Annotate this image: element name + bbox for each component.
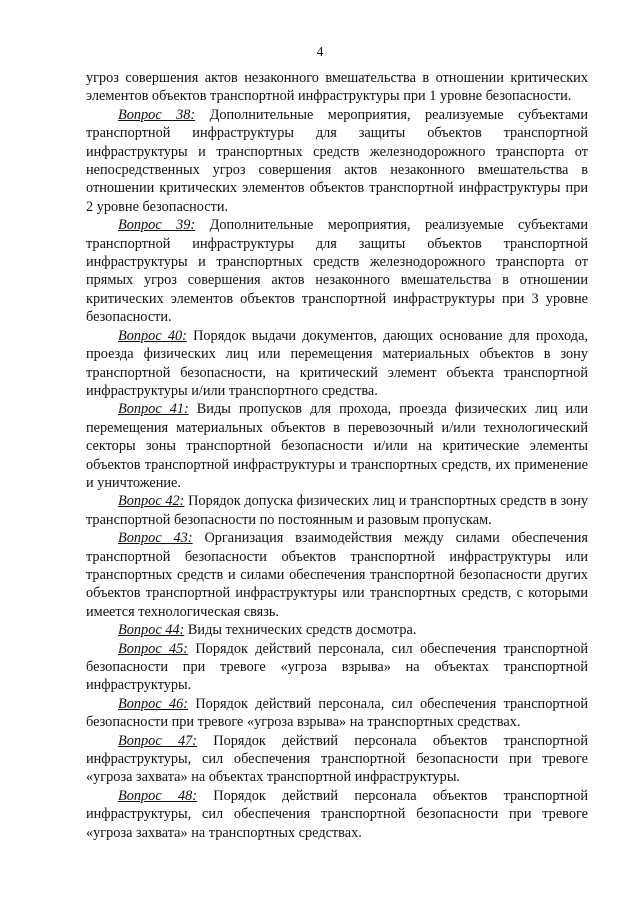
question-39	[86, 216, 588, 326]
question-text: Виды пропусков для прохода, проезда физических лиц или перемещения материальных объектов в перевозочный и/или технологический секторы зоны транспортной безопасности и/или на критические элементы объектов транспортной инфраструктуры и транспортных средств, их применение и уничтожение.	[86, 401, 588, 491]
question-text: Организация взаимодействия между силами обеспечения транспортной безопасности объектов транспортной инфраструктуры или транспортных средств и силами обеспечения транспортной безопасности других объектов транспортной инфраструктуры или транспортных средств, с которыми имеется технологическая связь.	[86, 530, 588, 620]
question-42	[86, 492, 588, 529]
question-text: Порядок действий персонала, сил обеспечения транспортной безопасности при тревоге «угроза взрыва» на объектах транспортной инфраструктуры.	[86, 640, 588, 694]
question-label: Вопрос 43:	[118, 530, 193, 547]
question-38	[86, 106, 588, 216]
question-43	[86, 529, 588, 621]
question-46	[86, 695, 588, 732]
question-label: Вопрос 44:	[118, 622, 185, 639]
question-41	[86, 400, 588, 492]
question-text: Виды технических средств досмотра.	[184, 622, 417, 639]
question-text: Порядок действий персонала, сил обеспечения транспортной безопасности при тревоге «угроза взрыва» на транспортных средствах.	[86, 695, 588, 731]
question-47	[86, 732, 588, 787]
question-label: Вопрос 41:	[118, 401, 189, 418]
question-text: Порядок выдачи документов, дающих основание для прохода, проезда физических лиц или перемещения материальных объектов в зону транспортной безопасности, на критический элемент объекта транспортной инфраструктуры и/или транспортного средства.	[86, 327, 588, 399]
question-label: Вопрос 42:	[118, 493, 185, 510]
question-label: Вопрос 39:	[118, 217, 196, 234]
question-44	[86, 621, 588, 639]
question-label: Вопрос 45:	[118, 640, 189, 657]
question-label: Вопрос 46:	[118, 695, 189, 712]
document-body	[86, 69, 588, 842]
question-text: Дополнительные мероприятия, реализуемые субъектами транспортной инфраструктуры для защиты объектов транспортной инфраструктуры и транспортных средств железнодорожного транспорта от непосредственных угроз совершения актов незаконного вмешательства в отношении критических элементов объектов транспортной инфраструктуры при 2 уровне безопасности.	[86, 106, 588, 215]
intro-paragraph: угроз совершения актов незаконного вмешательства в отношении критических элементов объектов транспортной инфраструктуры при 1 уровне безопасности.	[86, 70, 588, 105]
question-label: Вопрос 47:	[118, 732, 198, 749]
question-45	[86, 640, 588, 695]
question-text: Порядок действий персонала объектов транспортной инфраструктуры, сил обеспечения транспортной безопасности при тревоге «угроза захвата» на объектах транспортной инфраструктуры.	[86, 732, 588, 786]
question-text: Порядок действий персонала объектов транспортной инфраструктуры, сил обеспечения транспортной безопасности при тревоге «угроза захвата» на транспортных средствах.	[86, 787, 588, 841]
page-number: 4	[316, 44, 324, 59]
question-label: Вопрос 38:	[118, 106, 196, 123]
question-text: Дополнительные мероприятия, реализуемые субъектами транспортной инфраструктуры для защиты объектов транспортной инфраструктуры и транспортных средств железнодорожного транспорта от прямых угроз совершения актов незаконного вмешательства в отношении критических элементов объектов транспортной инфраструктуры при 3 уровне безопасности.	[86, 217, 588, 326]
question-label: Вопрос 40:	[118, 327, 187, 344]
question-48	[86, 787, 588, 842]
question-40	[86, 327, 588, 401]
question-label: Вопрос 48:	[118, 787, 198, 804]
question-text: Порядок допуска физических лиц и транспортных средств в зону транспортной безопасности по постоянным и разовым пропускам.	[86, 493, 588, 528]
